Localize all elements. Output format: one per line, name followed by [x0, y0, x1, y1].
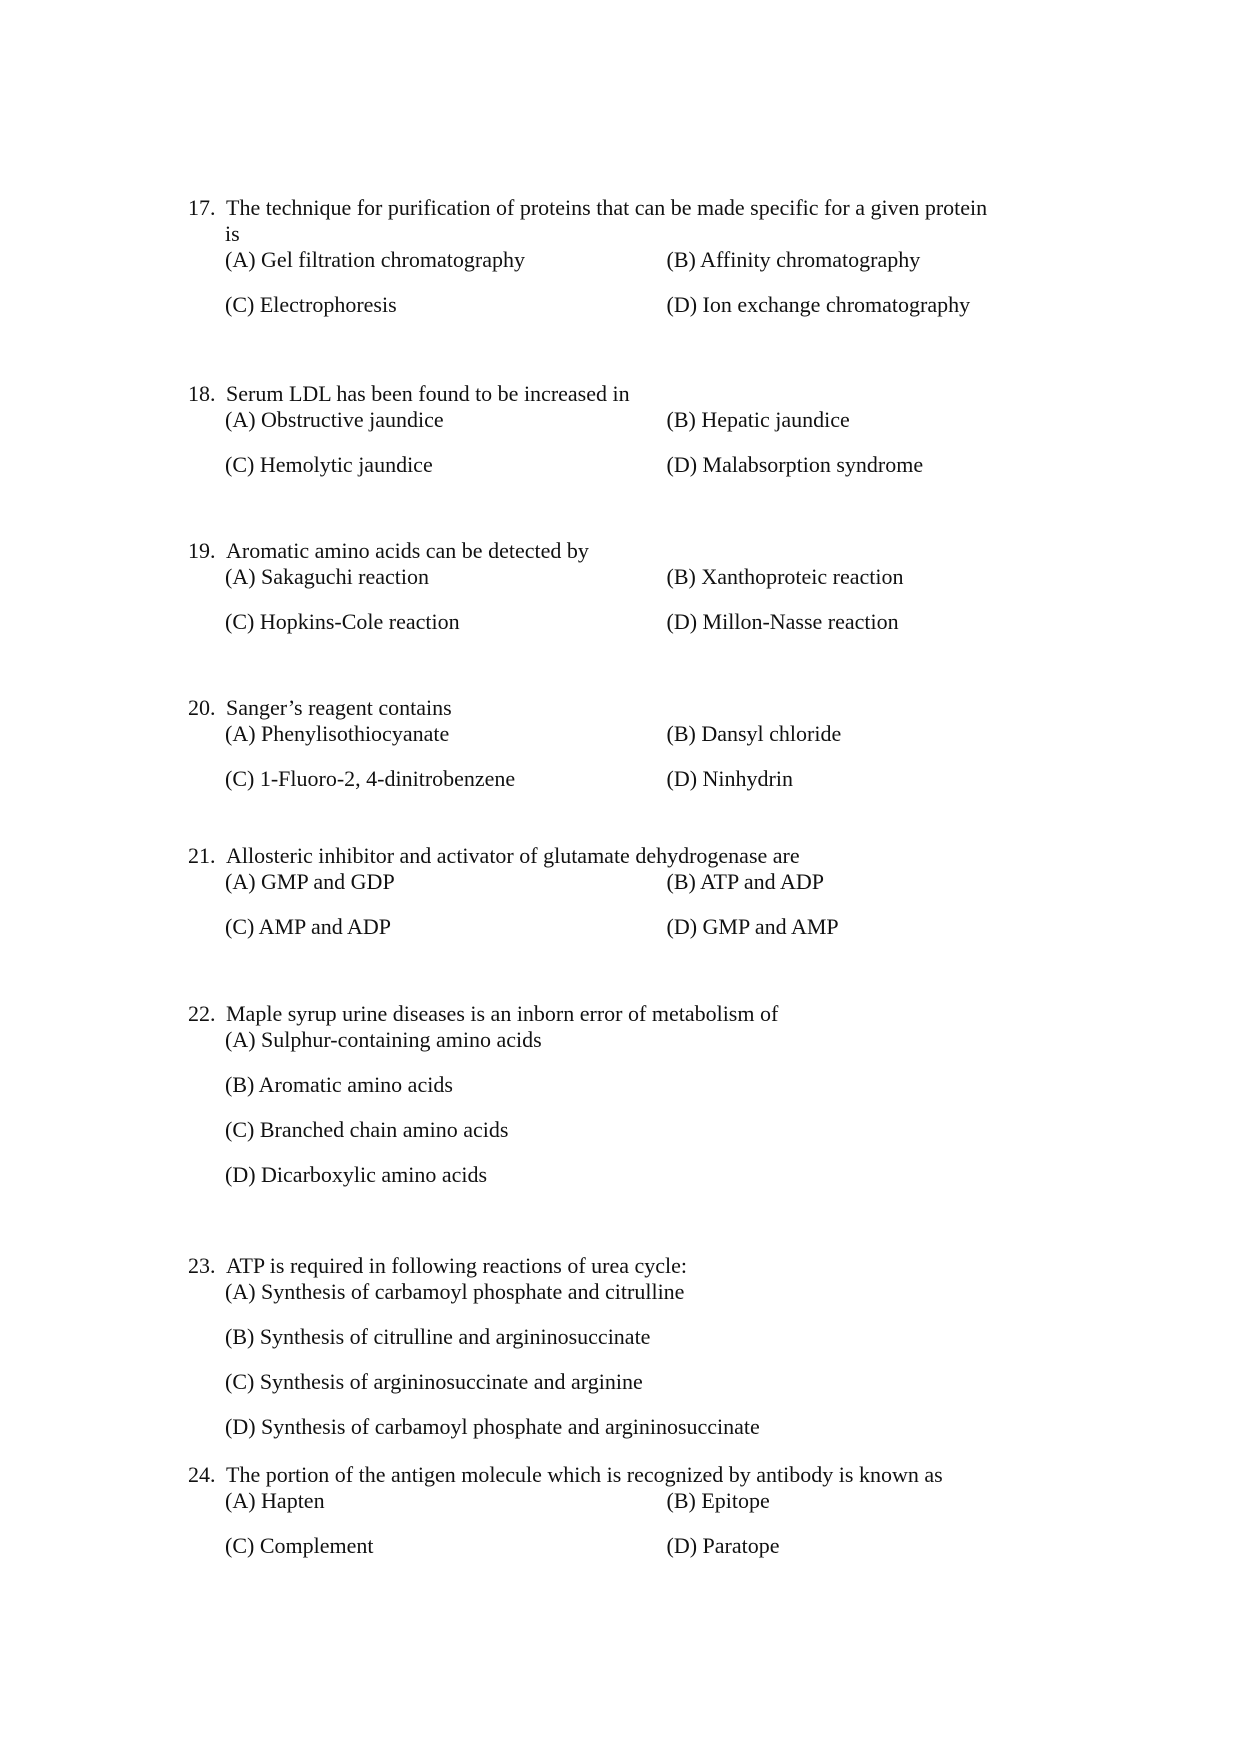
option-b[interactable]: (B) Dansyl chloride	[666, 721, 842, 746]
question-stem	[188, 381, 1108, 407]
option-c[interactable]: (C) Electrophoresis	[225, 292, 397, 317]
question-text: The portion of the antigen molecule which is recognized by antibody is known as	[226, 1462, 943, 1487]
question-21	[188, 843, 1108, 940]
option-grid	[225, 721, 1108, 792]
option-c[interactable]: (C) Synthesis of argininosuccinate and arginine	[225, 1369, 643, 1394]
question-24	[188, 1462, 1108, 1559]
question-number: 18.	[188, 381, 216, 406]
option-c[interactable]: (C) Complement	[225, 1533, 374, 1558]
question-number: 24.	[188, 1462, 216, 1487]
option-grid	[225, 407, 1108, 478]
option-d[interactable]: (D) Malabsorption syndrome	[666, 452, 924, 477]
option-a[interactable]: (A) Phenylisothiocyanate	[225, 721, 450, 746]
question-number: 17.	[188, 195, 216, 220]
question-text: Allosteric inhibitor and activator of glutamate dehydrogenase are	[226, 843, 800, 868]
question-text: Serum LDL has been found to be increased in	[226, 381, 630, 406]
option-b[interactable]: (B) ATP and ADP	[666, 869, 824, 894]
question-number: 23.	[188, 1253, 216, 1278]
question-23	[188, 1253, 1108, 1440]
question-18	[188, 381, 1108, 478]
option-b[interactable]: (B) Synthesis of citrulline and argininosuccinate	[225, 1324, 651, 1349]
question-19	[188, 538, 1108, 635]
option-a[interactable]: (A) Hapten	[225, 1488, 325, 1513]
option-c[interactable]: (C) Branched chain amino acids	[225, 1117, 509, 1142]
option-b[interactable]: (B) Affinity chromatography	[666, 247, 921, 272]
question-stem	[188, 538, 1108, 564]
question-20	[188, 695, 1108, 792]
question-number: 19.	[188, 538, 216, 563]
option-a[interactable]: (A) Sulphur-containing amino acids	[225, 1027, 542, 1052]
option-d[interactable]: (D) Paratope	[666, 1533, 780, 1558]
option-grid	[225, 564, 1108, 635]
question-stem	[188, 1253, 1108, 1279]
option-a[interactable]: (A) Obstructive jaundice	[225, 407, 444, 432]
option-d[interactable]: (D) Ion exchange chromatography	[666, 292, 971, 317]
option-a[interactable]: (A) Synthesis of carbamoyl phosphate and citrulline	[225, 1279, 685, 1304]
question-text: Sanger’s reagent contains	[226, 695, 452, 720]
option-b[interactable]: (B) Epitope	[666, 1488, 770, 1513]
option-c[interactable]: (C) Hopkins-Cole reaction	[225, 609, 460, 634]
option-d[interactable]: (D) Millon-Nasse reaction	[666, 609, 899, 634]
question-stem	[188, 1462, 1108, 1488]
question-text: ATP is required in following reactions of urea cycle:	[226, 1253, 688, 1278]
question-text: The technique for purification of proteins that can be made specific for a given protein	[226, 195, 988, 220]
option-a[interactable]: (A) Gel filtration chromatography	[225, 247, 525, 272]
option-d[interactable]: (D) Ninhydrin	[666, 766, 793, 791]
option-c[interactable]: (C) 1-Fluoro-2, 4-dinitrobenzene	[225, 766, 516, 791]
question-stem	[188, 195, 1108, 221]
option-b[interactable]: (B) Xanthoproteic reaction	[666, 564, 904, 589]
option-c[interactable]: (C) Hemolytic jaundice	[225, 452, 433, 477]
option-c[interactable]: (C) AMP and ADP	[225, 914, 392, 939]
question-text: Aromatic amino acids can be detected by	[226, 538, 589, 563]
option-a[interactable]: (A) GMP and GDP	[225, 869, 395, 894]
question-text-continued: is	[225, 221, 240, 246]
option-list	[225, 1027, 1108, 1188]
option-d[interactable]: (D) Dicarboxylic amino acids	[225, 1162, 488, 1187]
option-grid	[225, 1488, 1108, 1559]
question-stem	[188, 695, 1108, 721]
question-number: 20.	[188, 695, 216, 720]
option-grid	[225, 247, 1108, 318]
option-b[interactable]: (B) Aromatic amino acids	[225, 1072, 453, 1097]
option-b[interactable]: (B) Hepatic jaundice	[666, 407, 850, 432]
question-22	[188, 1001, 1108, 1188]
question-text: Maple syrup urine diseases is an inborn error of metabolism of	[226, 1001, 779, 1026]
question-number: 21.	[188, 843, 216, 868]
question-stem	[188, 843, 1108, 869]
question-number: 22.	[188, 1001, 216, 1026]
question-stem	[188, 1001, 1108, 1027]
option-list	[225, 1279, 1108, 1440]
option-d[interactable]: (D) GMP and AMP	[666, 914, 839, 939]
option-a[interactable]: (A) Sakaguchi reaction	[225, 564, 430, 589]
question-17	[188, 195, 1108, 318]
option-d[interactable]: (D) Synthesis of carbamoyl phosphate and argininosuccinate	[225, 1414, 760, 1439]
option-grid	[225, 869, 1108, 940]
